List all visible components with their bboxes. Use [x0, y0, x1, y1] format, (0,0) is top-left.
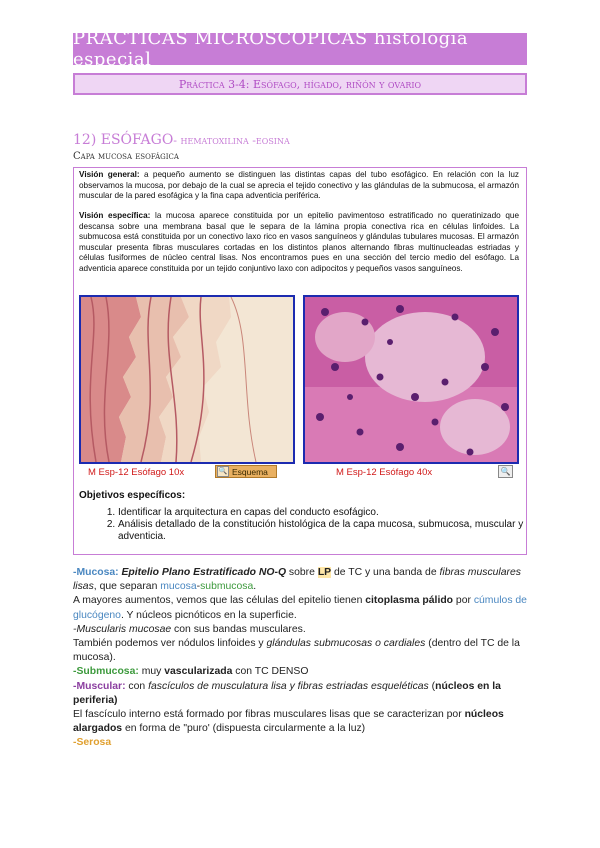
study-notes [73, 566, 529, 751]
pale-cytoplasm-term: citoplasma pálido [365, 595, 454, 607]
mucosa-term: mucosa [160, 581, 197, 593]
mucosa-label: -Mucosa: [73, 567, 122, 578]
note-muscularis-mucosae [73, 623, 529, 637]
objective-item: 1. Identificar la arquitectura en capas del conducto esofágico. [118, 507, 528, 519]
esquema-button[interactable] [215, 465, 277, 478]
note-text: También podemos ver nódulos linfoides y [73, 638, 267, 650]
muscularis-mucosae-term: -Muscularis mucosae [73, 623, 172, 635]
micrograph-10x-drawing [81, 297, 293, 462]
note-text: muy [138, 666, 165, 678]
note-text: por [453, 595, 474, 607]
smooth-muscle-term: fibras musculares lisas [73, 567, 521, 593]
elongated-nuclei-term: núcleos alargados [73, 709, 504, 735]
embedded-practice-box [73, 167, 527, 555]
submucosa-term: submucosa [200, 581, 254, 593]
objective-item: 2. Análisis detallado de la constitución histológica de la capa mucosa, submucosa, muscular y adventicia. [118, 519, 528, 543]
micrograph-10x-caption[interactable]: M Esp-12 Esófago 10x [88, 467, 185, 478]
objectives-list [102, 507, 528, 543]
muscular-label: -Muscular: [73, 680, 126, 692]
section-sublabel: Capa mucosa esofágica [73, 151, 179, 162]
note-text: con sus bandas musculares. [171, 623, 306, 635]
note-submucosa [73, 665, 529, 679]
note-text: sobre [286, 567, 318, 578]
note-text: (dentro del TC de la mucosa). [73, 638, 520, 664]
general-view-label: Visión general: [79, 170, 140, 179]
fascicles-term: fascículos de musculatura lisa y fibras estriadas esqueléticas [148, 680, 429, 692]
section-stain: - hematoxilina -eosina [173, 134, 290, 147]
submucosa-label: -Submucosa: [73, 666, 139, 678]
note-text: El fascículo interno está formado por fibras musculares lisas que se caracterizan por [73, 709, 465, 721]
note-magnification [73, 594, 529, 622]
specific-view-paragraph [79, 211, 519, 274]
note-text: de TC y una banda de [331, 567, 440, 578]
micrograph-40x-caption[interactable]: M Esp-12 Esófago 40x [336, 467, 433, 478]
zoom-icon-40x[interactable]: 🔍 [498, 465, 513, 478]
glycogen-term: cúmulos de glucógeno [73, 595, 527, 621]
general-view-paragraph [79, 170, 519, 202]
micrograph-40x-drawing [305, 297, 517, 462]
page-title: PRÁCTICAS MICROSCÓPICAS histología especial [73, 28, 469, 70]
note-text: . [253, 581, 257, 593]
specific-view-label: Visión específica: [79, 211, 151, 220]
lp-term: LP [317, 567, 332, 578]
note-text: con [125, 680, 149, 692]
specific-view-text: la mucosa aparece constituida por un epitelio pavimentoso estratificado no queratinizado que descansa sobre una membrana basal que le separa de la lámina propia conectiva rica en células linfoides. La submucosa está constituida por un conectivo laxo rico en vasos sanguíneos y glándulas tubulares mucosas. El armazón muscular presenta fibras musculares cortadas en los distintos planos alternando fibras multinucleadas estriadas y células fusiformes de núcleo central lisas. Nos encontramos pues en una sección del tercio medio del esófago. La adventicia aparece constituida por un tejido conjuntivo laxo con adipocitos y pequeños vasos sanguíneos. [79, 211, 519, 273]
micrograph-10x-image[interactable] [79, 295, 295, 464]
zoom-icon: 🔍 [218, 468, 228, 475]
note-internal-fascicle [73, 708, 529, 736]
note-text: , que separan [93, 581, 161, 593]
section-number: 12) [73, 132, 101, 148]
note-muscular [73, 680, 529, 708]
glands-term: glándulas submucosas o cardiales [266, 638, 426, 650]
vascularized-term: vascularizada [164, 666, 233, 678]
note-text: - [196, 581, 201, 593]
periphery-term: núcleos en la periferia) [73, 680, 501, 706]
section-heading [73, 132, 290, 148]
serosa-label: -Serosa [73, 737, 112, 749]
note-text: con TC DENSO [232, 666, 309, 678]
note-mucosa [73, 566, 529, 594]
practice-subtitle: Práctica 3-4: Esófago, hígado, riñón y ovario [178, 77, 422, 91]
general-view-text: a pequeño aumento se distinguen las distintas capas del tubo esofágico. En relación con la luz observamos la mucosa, por debajo de la cual se aprecia el tejido conectivo y las glándulas de la submucosa, el armazón muscular de la pared esofágica y la fina capa adventicia periférica. [79, 170, 520, 200]
note-text: . Y núcleos picnóticos en la superficie. [120, 609, 297, 621]
note-nodules [73, 637, 529, 665]
epithelium-term: Epitelio Plano Estratificado NO-Q [121, 567, 287, 578]
note-text: en forma de "puro' (dispuesta circularmente a la luz) [122, 723, 366, 735]
objectives-title: Objetivos específicos: [79, 490, 186, 501]
note-text: A mayores aumentos, vemos que las células del epitelio tienen [73, 595, 366, 607]
section-name: ESÓFAGO [100, 132, 174, 148]
note-text: ( [428, 680, 436, 692]
micrograph-40x-image[interactable] [303, 295, 519, 464]
esquema-label: Esquema [232, 466, 268, 477]
practice-subtitle-banner [73, 73, 527, 95]
page-title-banner [73, 28, 527, 70]
note-serosa [73, 736, 529, 750]
